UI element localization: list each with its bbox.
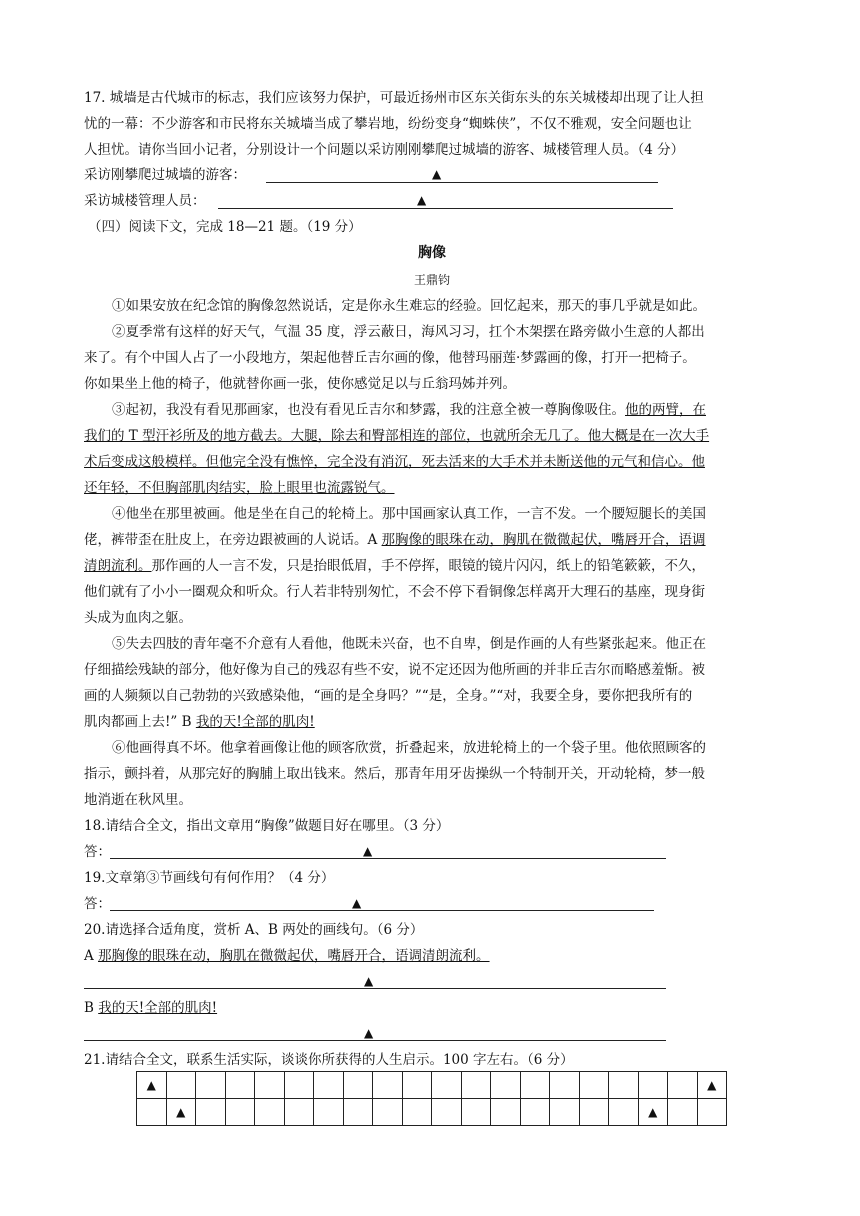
q19-answer-label: 答：	[84, 896, 111, 912]
grid-cell[interactable]	[697, 1099, 727, 1126]
grid-row	[137, 1072, 727, 1099]
q17-tourist-answer-line[interactable]	[266, 182, 658, 183]
q20-b-line	[84, 998, 780, 1018]
grid-cell[interactable]	[137, 1099, 167, 1126]
grid-cell[interactable]	[579, 1072, 609, 1099]
grid-cell[interactable]	[550, 1099, 580, 1126]
paragraph-4-text: 佬，裤带歪在肚皮上，在旁边跟被画的人说话。A	[84, 532, 382, 548]
q18-answer-label: 答：	[84, 844, 111, 860]
paragraph-1: ①如果安放在纪念馆的胸像忽然说话，定是你永生难忘的经验。回忆起来，那天的事几乎就是如此。	[112, 298, 706, 314]
paragraph-5-line: 仔细描绘残缺的部分，他好像为自己的残忍有些不安，说不定还因为他所画的并非丘吉尔而略感羞惭。被	[84, 662, 705, 678]
q21-text: 21.请结合全文，联系生活实际，谈谈你所获得的人生启示。100 字左右。（6 分）	[84, 1052, 574, 1068]
grid-cell[interactable]	[668, 1099, 698, 1126]
grid-cell[interactable]	[255, 1072, 285, 1099]
underlined-sentence-a: 清朗流利。	[84, 558, 152, 574]
answer-marker-icon: ▲	[707, 1078, 717, 1092]
paragraph-4-text: 那作画的人一言不发，只是抬眼低眉，手不停挥，眼镜的镜片闪闪，纸上的铅笔簌簌，不久，	[151, 558, 705, 574]
answer-marker-icon: ▲	[417, 193, 427, 207]
answer-marker-icon: ▲	[352, 896, 362, 910]
paragraph-4-line: 头成为血肉之躯。	[84, 610, 192, 626]
paragraph-6-line: ⑥他画得真不坏。他拿着画像让他的顾客欣赏，折叠起来，放进轮椅上的一个袋子里。他依照顾客的	[112, 740, 706, 756]
paragraph-5-text: 肌肉都画上去!” B	[84, 714, 196, 730]
grid-cell[interactable]	[225, 1099, 255, 1126]
grid-cell[interactable]	[284, 1072, 314, 1099]
grid-cell[interactable]	[579, 1099, 609, 1126]
q19-text: 19.文章第③节画线句有何作用？（4 分）	[84, 870, 335, 886]
q17-line-2: 忧的一幕：不少游客和市民将东关城墙当成了攀岩地，纷纷变身“蜘蛛侠”，不仅不雅观，安全问题也让	[84, 116, 692, 132]
grid-cell[interactable]	[697, 1072, 727, 1099]
answer-grid[interactable]	[136, 1071, 727, 1126]
answer-marker-icon: ▲	[432, 167, 442, 181]
q18-answer-line[interactable]	[110, 858, 666, 859]
grid-cell[interactable]	[609, 1072, 639, 1099]
q17-tourist-prompt: 采访刚攀爬过城墙的游客：	[84, 167, 246, 183]
grid-cell[interactable]	[550, 1072, 580, 1099]
answer-marker-icon: ▲	[364, 1026, 374, 1040]
q17-line-3: 人担忧。请你当回小记者，分别设计一个问题以采访刚刚攀爬过城墙的游客、城楼管理人员。（4 分）	[84, 142, 685, 158]
grid-cell[interactable]	[520, 1072, 550, 1099]
paragraph-2-line: 来了。有个中国人占了一小段地方，架起他替丘吉尔画的像，他替玛丽莲·梦露画的像，打开一把椅子。	[84, 350, 696, 366]
paragraph-3-line	[84, 400, 780, 420]
grid-cell[interactable]	[638, 1072, 668, 1099]
answer-marker-icon: ▲	[364, 974, 374, 988]
grid-cell[interactable]	[166, 1072, 196, 1099]
article-title: 胸像	[418, 245, 446, 261]
q17-manager-prompt: 采访城楼管理人员：	[84, 193, 206, 209]
paragraph-3-text: ③起初，我没有看见那画家，也没有看见丘吉尔和梦露，我的注意全被一尊胸像吸住。	[112, 402, 625, 418]
grid-cell[interactable]	[314, 1099, 344, 1126]
q20-b-answer-line[interactable]	[84, 1040, 666, 1041]
paragraph-4-line	[84, 556, 780, 576]
underlined-sentence: 我们的 T 型汗衫所及的地方截去。大腿，除去和臀部相连的部位，也就所余无几了。他大概是在一次大手	[84, 428, 710, 444]
underlined-sentence: 还年轻，不但胸部肌肉结实，脸上眼里也流露锐气。	[84, 480, 395, 496]
paragraph-4-line	[84, 530, 780, 550]
grid-cell[interactable]	[284, 1099, 314, 1126]
grid-cell[interactable]	[402, 1099, 432, 1126]
article-author: 王鼎钧	[413, 273, 450, 287]
q20-text: 20.请选择合适角度，赏析 A、B 两处的画线句。（6 分）	[84, 922, 424, 938]
paragraph-2-line: ②夏季常有这样的好天气，气温 35 度，浮云蔽日，海风习习，扛个木架摆在路旁做小生意的人都出	[112, 324, 705, 340]
q20-a-sentence: 那胸像的眼珠在动，胸肌在微微起伏，嘴唇开合，语调清朗流利。	[98, 948, 490, 964]
paragraph-4-line: ④他坐在那里被画。他是坐在自己的轮椅上。那中国画家认真工作，一言不发。一个腰短腿长的美国	[112, 506, 706, 522]
section-heading: （四）阅读下文，完成 18—21 题。（19 分）	[88, 219, 362, 235]
answer-marker-icon: ▲	[176, 1105, 186, 1119]
grid-cell[interactable]	[166, 1099, 196, 1126]
grid-cell[interactable]	[520, 1099, 550, 1126]
grid-cell[interactable]	[461, 1099, 491, 1126]
grid-cell[interactable]	[343, 1099, 373, 1126]
q20-a-line	[84, 946, 780, 966]
paragraph-2-line: 你如果坐上他的椅子，他就替你画一张，使你感觉足以与丘翁玛姊并列。	[84, 376, 516, 392]
grid-cell[interactable]	[491, 1099, 521, 1126]
grid-cell[interactable]	[225, 1072, 255, 1099]
grid-cell[interactable]	[343, 1072, 373, 1099]
grid-cell[interactable]	[432, 1099, 462, 1126]
q17-manager-answer-line[interactable]	[218, 208, 673, 209]
answer-marker-icon: ▲	[648, 1105, 658, 1119]
grid-cell[interactable]	[461, 1072, 491, 1099]
q18-text: 18.请结合全文，指出文章用“胸像”做题目好在哪里。（3 分）	[84, 818, 450, 834]
grid-cell[interactable]	[668, 1072, 698, 1099]
paragraph-5-line: ⑤失去四肢的青年毫不介意有人看他，他既未兴奋，也不自卑，倒是作画的人有些紧张起来。他正在	[112, 636, 706, 652]
underlined-sentence-b: 我的天!全部的肌肉!	[195, 714, 315, 730]
grid-cell[interactable]	[196, 1072, 226, 1099]
grid-cell[interactable]	[373, 1072, 403, 1099]
underlined-sentence: 术后变成这般模样。但他完全没有憔悴，完全没有消沉，死去活来的大手术并未断送他的元气和信心。他	[84, 454, 705, 470]
grid-cell[interactable]	[255, 1099, 285, 1126]
grid-cell[interactable]	[137, 1072, 167, 1099]
underlined-sentence-a: 那胸像的眼珠在动，胸肌在微微起伏，嘴唇开合，语调	[381, 532, 706, 548]
q20-a-answer-line[interactable]	[84, 988, 666, 989]
grid-cell[interactable]	[609, 1099, 639, 1126]
grid-cell[interactable]	[373, 1099, 403, 1126]
paragraph-6-line: 地消逝在秋风里。	[84, 792, 192, 808]
grid-cell[interactable]	[314, 1072, 344, 1099]
paragraph-4-line: 他们就有了小小一圈观众和听众。行人若非特别匆忙，不会不停下看铜像怎样离开大理石的基座，现身街	[84, 584, 705, 600]
q20-b-sentence: 我的天!全部的肌肉!	[98, 1000, 218, 1016]
paragraph-5-line	[84, 712, 780, 732]
grid-cell[interactable]	[491, 1072, 521, 1099]
q17-line-1: 17. 城墙是古代城市的标志，我们应该努力保护，可最近扬州市区东关街东头的东关城楼却出现了让人担	[84, 90, 704, 106]
grid-cell[interactable]	[432, 1072, 462, 1099]
q19-answer-line[interactable]	[110, 910, 654, 911]
grid-cell[interactable]	[196, 1099, 226, 1126]
q20-a-label: A	[84, 948, 99, 964]
grid-cell[interactable]	[402, 1072, 432, 1099]
paragraph-5-line: 画的人频频以自己勃勃的兴致感染他，“画的是全身吗？”“是，全身。”“对，我要全身，要你把我所有的	[84, 688, 693, 704]
answer-marker-icon: ▲	[146, 1078, 156, 1092]
paragraph-6-line: 指示，颤抖着，从那完好的胸脯上取出钱来。然后，那青年用牙齿操纵一个特制开关，开动轮椅，梦一般	[84, 766, 705, 782]
answer-marker-icon: ▲	[363, 844, 373, 858]
grid-row	[137, 1099, 727, 1126]
grid-cell[interactable]	[638, 1099, 668, 1126]
underlined-sentence: 他的两臂，在	[625, 402, 706, 418]
q20-b-label: B	[84, 1000, 99, 1016]
